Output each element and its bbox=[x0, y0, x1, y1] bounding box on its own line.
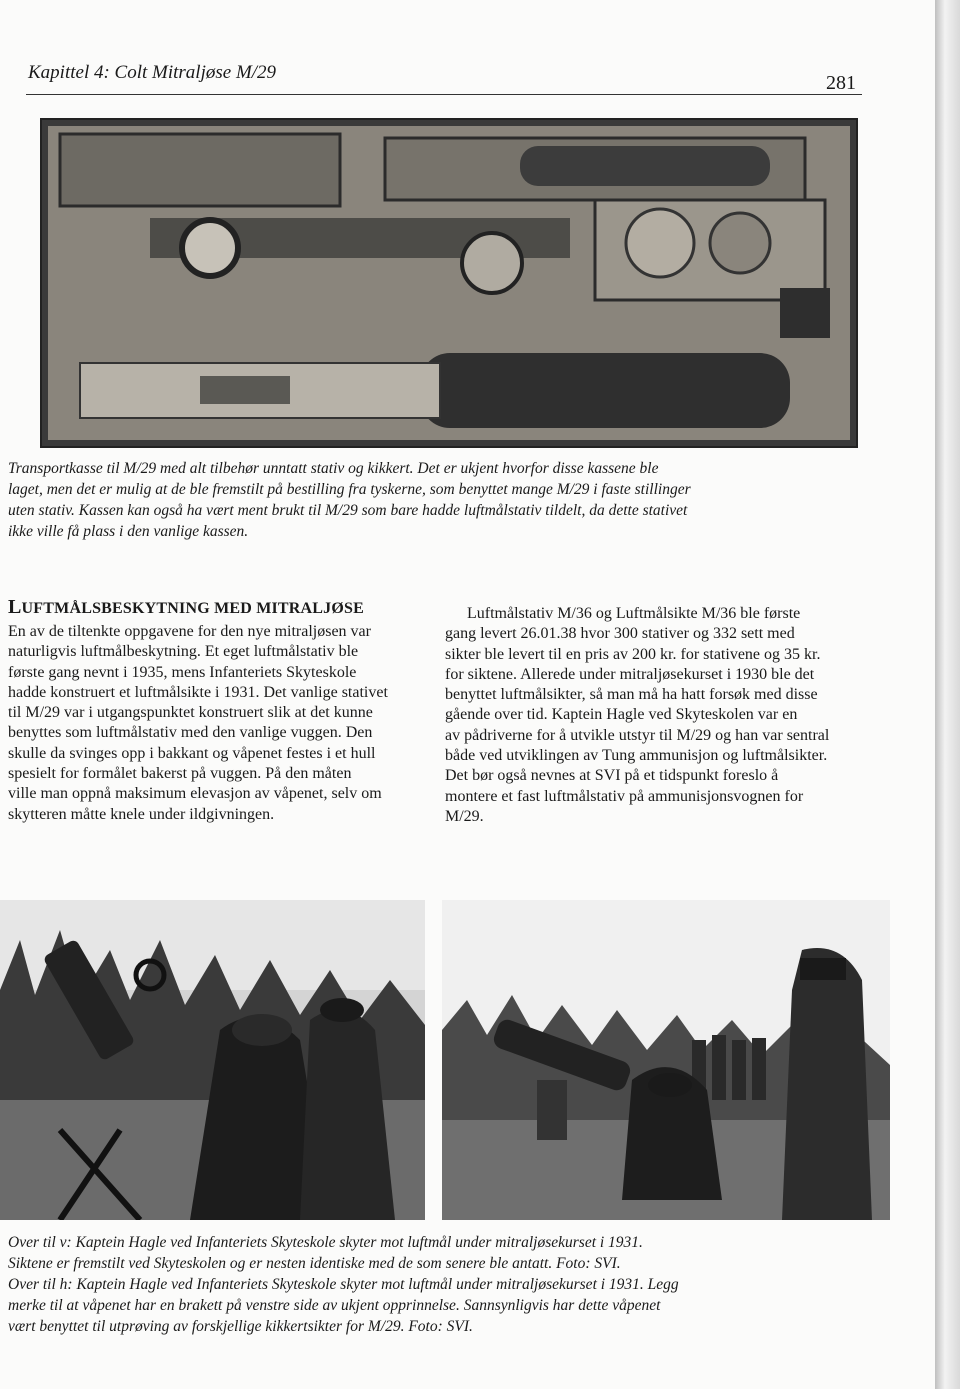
text-line: til M/29 var i utgangspunktet konstruert slik at det kunne bbox=[8, 704, 373, 722]
caption-line: uten stativ. Kassen kan også ha vært ment brukt til M/29 som bare hadde luftmålstativ tildelt, da dette stativet bbox=[8, 502, 688, 519]
page-number: 281 bbox=[826, 72, 856, 94]
text-line: benyttes som luftmålstativ med den vanlige vuggen. Den bbox=[8, 724, 373, 742]
text-line: En av de tiltenkte oppgavene for den nye mitraljøsen var bbox=[8, 623, 371, 640]
text-line: gang levert 26.01.38 hvor 300 stativer og 332 sett med bbox=[445, 625, 795, 643]
text-line: gående over tid. Kaptein Hagle ved Skyteskolen var en bbox=[445, 706, 798, 724]
caption-line: merke til at våpenet har en brakett på venstre side av ukjent opprinnelse. Sannsynligvis har dette våpenet bbox=[8, 1297, 661, 1314]
text-line: skytteren måtte knele under ildgivningen. bbox=[8, 805, 275, 823]
right-column-text bbox=[445, 604, 885, 827]
text-line: Luftmålstativ M/36 og Luftmålsikte M/36 ble første bbox=[467, 605, 801, 622]
text-line: spesielt for formålet bakerst på vuggen. På den måten bbox=[8, 765, 352, 783]
text-line: for siktene. Allerede under mitraljøsekurset i 1930 ble det bbox=[445, 665, 815, 683]
text-line: både ved utviklingen av Tung ammunisjon og luftmålsikter. bbox=[445, 747, 828, 765]
section-title bbox=[8, 596, 364, 619]
caption-line: Transportkasse til M/29 med alt tilbehør unntatt stativ og kikkert. Det er ukjent hvorfor disse kassene ble bbox=[8, 460, 659, 477]
caption-line: ikke ville få plass i den vanlige kassen. bbox=[8, 523, 249, 540]
section-title-initial: L bbox=[8, 596, 22, 618]
text-line: benyttet luftmålsikter, så man må ha hatt forsøk med disse bbox=[445, 686, 818, 704]
text-line: skulle da svinges opp i bakkant og våpenet festes i et hull bbox=[8, 744, 376, 762]
page-edge bbox=[935, 0, 960, 1389]
text-line: M/29. bbox=[445, 807, 484, 825]
caption-line: laget, men det er mulig at de ble fremstilt på bestilling fra tyskerne, som benyttet mange M/29 i faste stillinger bbox=[8, 481, 691, 498]
text-line: av pådriverne for å utvikle utstyr til M/29 og han var sentral bbox=[445, 726, 830, 744]
section-title-rest: UFTMÅLSBESKYTNING MED MITRALJØSE bbox=[21, 600, 364, 617]
text-line: hadde konstruert et luftmålsikte i 1931. Det vanlige stativet bbox=[8, 683, 388, 701]
text-line: montere et fast luftmålstativ på ammunisjonsvognen for bbox=[445, 787, 804, 805]
top-photo-caption bbox=[8, 458, 888, 542]
photo-anti-aircraft-left bbox=[0, 900, 425, 1220]
text-line: første gang nevnt i 1935, mens Infanteriets Skyteskole bbox=[8, 663, 357, 681]
caption-line: Over til h: Kaptein Hagle ved Infanteriets Skyteskole skyter mot luftmål under mitraljøsekurset i 1931. Legg bbox=[8, 1276, 679, 1293]
header-rule bbox=[26, 94, 862, 95]
bottom-photos-caption bbox=[8, 1232, 888, 1337]
caption-line: vært benyttet til utprøving av forskjellige kikkertsikter for M/29. Foto: SVI. bbox=[8, 1318, 473, 1335]
photo-transport-case bbox=[40, 118, 858, 448]
text-line: ville man oppnå maksimum elevasjon av våpenet, selv om bbox=[8, 785, 382, 803]
text-line: Det bør også nevnes at SVI på et tidspunkt foreslo å bbox=[445, 767, 779, 785]
left-column-text bbox=[8, 622, 428, 825]
caption-line: Siktene er fremstilt ved Skyteskolen og er nesten identiske med de som senere ble antatt. Foto: SVI. bbox=[8, 1255, 621, 1272]
text-line: sikter ble levert til en pris av 200 kr. for stativene og 35 kr. bbox=[445, 645, 821, 663]
running-head: Kapittel 4: Colt Mitraljøse M/29 bbox=[28, 62, 277, 83]
photo-anti-aircraft-right bbox=[442, 900, 890, 1220]
text-line: naturligvis luftmålbeskytning. Et eget luftmålstativ ble bbox=[8, 643, 359, 661]
caption-line: Over til v: Kaptein Hagle ved Infanteriets Skyteskole skyter mot luftmål under mitraljøsekurset i 1931. bbox=[8, 1234, 643, 1251]
